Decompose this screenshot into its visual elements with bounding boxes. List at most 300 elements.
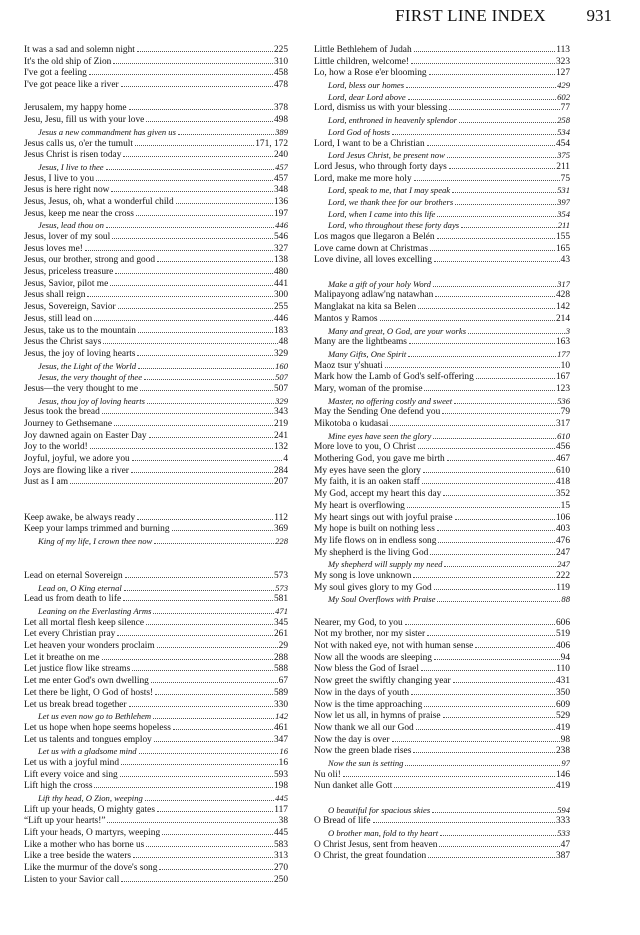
section-gap xyxy=(24,501,288,513)
left-column xyxy=(24,45,288,887)
entry-title: Let us hope when hope seems hopeless xyxy=(24,722,171,733)
entry-title: Lord, we thank thee for our brothers xyxy=(328,196,454,207)
entry-title: Let heaven your wonders proclaim xyxy=(24,641,155,652)
entry-page-number: 313 xyxy=(273,851,288,862)
dot-leader xyxy=(155,694,273,695)
index-entry xyxy=(24,302,288,314)
index-entry xyxy=(24,150,288,162)
index-entry xyxy=(314,174,570,186)
entry-page-number: 106 xyxy=(555,512,570,523)
index-entry xyxy=(24,700,288,712)
entry-title: Jesus the Christ says xyxy=(24,337,102,348)
entry-page-number: 163 xyxy=(555,337,570,348)
entry-page-number: 146 xyxy=(555,769,570,780)
entry-title: Jesus, lead thou on xyxy=(38,220,104,231)
entry-page-number: 519 xyxy=(555,629,570,640)
entry-page-number: 284 xyxy=(273,465,288,476)
dot-leader xyxy=(132,670,273,671)
section-gap xyxy=(314,606,570,618)
entry-page-number: 454 xyxy=(555,138,570,149)
index-entry-alternate xyxy=(314,594,570,606)
entry-page-number: 446 xyxy=(273,313,288,324)
entry-page-number: 183 xyxy=(273,325,288,336)
dot-leader xyxy=(437,530,555,531)
index-entry xyxy=(314,466,570,478)
index-entry-alternate xyxy=(314,758,570,770)
dot-leader xyxy=(106,169,274,170)
entry-title: Lord, when I came into this life xyxy=(328,208,436,219)
index-entry-alternate xyxy=(24,606,288,618)
index-entry xyxy=(24,828,288,840)
entry-title: Lead us from death to life xyxy=(24,594,122,605)
entry-title: Let all mortal flesh keep silence xyxy=(24,617,145,628)
entry-page-number: 419 xyxy=(555,722,570,733)
index-entry xyxy=(314,45,570,57)
entry-title: Like a tree beside the waters xyxy=(24,851,131,862)
entry-page-number: 478 xyxy=(273,80,288,91)
index-entry xyxy=(24,326,288,338)
dot-leader xyxy=(145,800,274,801)
entry-title: Many and great, O God, are your works xyxy=(328,325,467,336)
entry-page-number: 261 xyxy=(273,629,288,640)
entry-title: Love divine, all loves excelling xyxy=(314,255,432,266)
dot-leader xyxy=(409,343,555,344)
dot-leader xyxy=(131,472,273,473)
entry-page-number: 98 xyxy=(560,734,570,745)
entry-page-number: 112 xyxy=(274,512,288,523)
dot-leader xyxy=(447,157,556,158)
dot-leader xyxy=(418,308,555,309)
entry-title: Mark how the Lamb of God's self-offering xyxy=(314,372,474,383)
entry-title: My Soul Overflows with Praise xyxy=(328,594,436,605)
entry-page-number: 317 xyxy=(555,419,570,429)
entry-page-number: 113 xyxy=(556,45,570,55)
index-entry xyxy=(314,454,570,466)
index-entry xyxy=(24,454,288,466)
entry-page-number: 471 xyxy=(275,606,288,616)
index-entry xyxy=(314,68,570,80)
dot-leader xyxy=(418,448,555,449)
dot-leader xyxy=(392,134,556,135)
entry-title: Master, no offering costly and sweet xyxy=(328,395,453,406)
dot-leader xyxy=(153,718,274,719)
dot-leader xyxy=(433,438,556,439)
index-entry xyxy=(314,629,570,641)
entry-title: Lord, dear Lord above xyxy=(328,91,406,102)
dot-leader xyxy=(476,378,555,379)
entry-title: Jesus, the joy of loving hearts xyxy=(24,348,136,359)
index-entry-alternate xyxy=(314,326,570,338)
entry-page-number: 110 xyxy=(556,664,570,675)
dot-leader xyxy=(138,332,273,333)
entry-page-number: 327 xyxy=(273,243,288,254)
entry-page-number: 300 xyxy=(273,290,288,301)
dot-leader xyxy=(136,215,273,216)
index-entry xyxy=(314,711,570,723)
entry-page-number: 480 xyxy=(273,267,288,278)
index-entry xyxy=(24,618,288,630)
dot-leader xyxy=(111,191,273,192)
index-entry xyxy=(24,349,288,361)
index-entry xyxy=(314,372,570,384)
entry-title: More love to you, O Christ xyxy=(314,442,416,453)
dot-leader xyxy=(121,881,273,882)
dot-leader xyxy=(414,180,560,181)
index-entry xyxy=(24,723,288,735)
index-entry xyxy=(24,80,288,92)
entry-page-number: 589 xyxy=(273,687,288,698)
entry-title: Jesus, the very thought of thee xyxy=(38,372,143,383)
entry-page-number: 429 xyxy=(557,80,570,91)
entry-page-number: 270 xyxy=(273,863,288,874)
entry-title: Now let us all, in hymns of praise xyxy=(314,711,441,722)
entry-title: I've got peace like a river xyxy=(24,80,119,91)
index-entry xyxy=(314,501,570,513)
entry-title: Joy dawned again on Easter Day xyxy=(24,430,147,441)
index-entry xyxy=(24,232,288,244)
entry-page-number: 250 xyxy=(273,874,288,885)
entry-title: Leaning on the Everlasting Arms xyxy=(38,606,152,616)
index-entry-alternate xyxy=(24,746,288,758)
entry-page-number: 375 xyxy=(557,150,570,161)
dot-leader xyxy=(435,296,555,297)
dot-leader xyxy=(118,308,273,309)
entry-page-number: 445 xyxy=(275,793,288,803)
entry-page-number: 329 xyxy=(275,395,288,406)
dot-leader xyxy=(110,285,273,286)
entry-title: Mothering God, you gave me birth xyxy=(314,454,445,465)
dot-leader xyxy=(125,577,273,578)
entry-title: May the Sending One defend you xyxy=(314,407,441,418)
entry-title: Now bless the God of Israel xyxy=(314,664,419,675)
entry-title: Let us even now go to Bethlehem xyxy=(38,711,152,722)
dot-leader xyxy=(89,74,273,75)
entry-page-number: 238 xyxy=(555,746,570,757)
entry-title: O Bread of life xyxy=(314,816,371,827)
dot-leader xyxy=(468,333,565,334)
entry-page-number: 288 xyxy=(273,652,288,663)
dot-leader xyxy=(380,320,555,321)
entry-page-number: 593 xyxy=(273,769,288,780)
entry-page-number: 573 xyxy=(273,570,288,581)
entry-page-number: 117 xyxy=(274,804,288,815)
entry-page-number: 16 xyxy=(278,757,288,768)
dot-leader xyxy=(129,706,273,707)
entry-title: Los magos que llegaron a Belén xyxy=(314,232,435,242)
index-entry xyxy=(314,337,570,349)
entry-title: Jesus, the Light of the World xyxy=(38,360,137,371)
entry-page-number: 581 xyxy=(273,594,288,605)
index-entry xyxy=(314,489,570,501)
page-header xyxy=(0,6,612,30)
dot-leader xyxy=(154,741,273,742)
index-entry xyxy=(24,571,288,583)
entry-title: Mary, woman of the promise xyxy=(314,383,423,394)
index-entry-alternate xyxy=(314,805,570,817)
entry-page-number: 207 xyxy=(273,477,288,488)
entry-page-number: 119 xyxy=(556,582,570,593)
dot-leader xyxy=(390,425,554,426)
page-number: 931 xyxy=(586,6,612,25)
index-entry xyxy=(314,548,570,560)
entry-title: Jerusalem, my happy home xyxy=(24,103,127,114)
entry-page-number: 310 xyxy=(273,56,288,67)
entry-page-number: 343 xyxy=(273,407,288,418)
dot-leader xyxy=(106,227,274,228)
dot-leader xyxy=(437,238,555,239)
entry-page-number: 610 xyxy=(557,430,570,441)
entry-title: Many are the lightbeams xyxy=(314,337,407,348)
entry-title: Now all the woods are sleeping xyxy=(314,652,432,663)
dot-leader xyxy=(475,647,555,648)
dot-leader xyxy=(447,460,555,461)
entry-page-number: 403 xyxy=(555,524,570,535)
dot-leader xyxy=(120,776,273,777)
entry-title: Make a gift of your holy Word xyxy=(328,278,431,289)
entry-title: Listen to your Savior call xyxy=(24,874,120,885)
index-entry xyxy=(24,466,288,478)
dot-leader xyxy=(440,835,556,836)
entry-title: Nun danket alle Gott xyxy=(314,781,393,792)
entry-page-number: 75 xyxy=(560,173,570,184)
entry-page-number: 171, 172 xyxy=(255,138,288,149)
entry-title: Mikotoba o kudasai xyxy=(314,419,389,429)
dot-leader xyxy=(140,390,273,391)
entry-title: Jesus, Savior, pilot me xyxy=(24,278,109,289)
entry-title: Lord, enthroned in heavenly splendor xyxy=(328,115,457,126)
entry-page-number: 369 xyxy=(273,524,288,535)
index-entry-alternate xyxy=(314,349,570,361)
entry-page-number: 588 xyxy=(273,664,288,675)
entry-title: Like the murmur of the dove's song xyxy=(24,863,158,874)
dot-leader xyxy=(453,682,555,683)
entry-title: Lord, who throughout these forty days xyxy=(328,220,460,231)
index-entry xyxy=(24,45,288,57)
dot-leader xyxy=(433,286,556,287)
entry-page-number: 4 xyxy=(283,454,288,465)
dot-leader xyxy=(162,834,273,835)
index-entry-alternate xyxy=(314,431,570,443)
index-entry xyxy=(314,746,570,758)
index-entry xyxy=(314,536,570,548)
dot-leader xyxy=(133,857,273,858)
dot-leader xyxy=(343,776,555,777)
entry-page-number: 498 xyxy=(273,115,288,126)
index-entry xyxy=(24,279,288,291)
entry-page-number: 88 xyxy=(561,594,570,605)
entry-page-number: 457 xyxy=(275,161,288,172)
dot-leader xyxy=(411,694,555,695)
entry-page-number: 255 xyxy=(273,302,288,313)
entry-title: O Christ, the great foundation xyxy=(314,851,427,862)
entry-title: Lo, how a Rose e'er blooming xyxy=(314,68,427,79)
entry-page-number: 225 xyxy=(273,45,288,55)
entry-title: Lift high the cross xyxy=(24,781,93,792)
dot-leader xyxy=(151,682,278,683)
dot-leader xyxy=(454,403,556,404)
index-entry xyxy=(24,524,288,536)
index-entry xyxy=(314,676,570,688)
entry-page-number: 127 xyxy=(555,68,570,79)
index-entry-alternate xyxy=(314,220,570,232)
entry-page-number: 43 xyxy=(560,255,570,266)
index-entry xyxy=(314,816,570,828)
entry-title: Let justice flow like streams xyxy=(24,664,131,675)
index-entry xyxy=(314,103,570,115)
dot-leader xyxy=(117,635,273,636)
entry-title: It's the old ship of Zion xyxy=(24,56,112,67)
entry-title: Let there be light, O God of hosts! xyxy=(24,687,154,698)
dot-leader xyxy=(421,670,555,671)
entry-title: Jesus, our brother, strong and good xyxy=(24,255,156,266)
entry-title: Lord, speak to me, that I may speak xyxy=(328,185,451,196)
entry-title: My hope is built on nothing less xyxy=(314,524,435,535)
index-entry xyxy=(314,524,570,536)
entry-title: Jesus is here right now xyxy=(24,185,110,196)
index-entry xyxy=(24,805,288,817)
dot-leader xyxy=(121,764,278,765)
entry-title: My heart is overflowing xyxy=(314,500,405,511)
index-entry xyxy=(24,337,288,349)
entry-title: Jesus, lover of my soul xyxy=(24,232,111,242)
index-entry xyxy=(24,290,288,302)
entry-page-number: 38 xyxy=(278,816,288,827)
entry-page-number: 317 xyxy=(557,278,570,289)
index-entry xyxy=(314,653,570,665)
entry-title: King of my life, I crown thee now xyxy=(38,535,153,546)
entry-title: Jesus, I live to you xyxy=(24,173,95,184)
entry-page-number: 211 xyxy=(556,161,570,172)
index-entry-alternate xyxy=(24,536,288,548)
section-gap xyxy=(24,559,288,571)
index-entry-alternate xyxy=(24,583,288,595)
entry-page-number: 77 xyxy=(560,103,570,114)
dot-leader xyxy=(434,261,560,262)
dot-leader xyxy=(146,624,273,625)
entry-page-number: 418 xyxy=(555,477,570,488)
entry-title: Lord God of hosts xyxy=(328,126,390,137)
entry-page-number: 534 xyxy=(557,126,570,137)
entry-page-number: 348 xyxy=(273,185,288,196)
entry-title: Jesus—the very thought to me xyxy=(24,383,139,394)
entry-page-number: 136 xyxy=(273,196,288,207)
entry-title: Mine eyes have seen the glory xyxy=(328,430,432,441)
dot-leader xyxy=(430,554,555,555)
entry-title: My God, accept my heart this day xyxy=(314,489,442,500)
dot-leader xyxy=(392,741,560,742)
entry-title: Lord, I want to be a Christian xyxy=(314,138,425,149)
entry-title: Nearer, my God, to you xyxy=(314,617,403,628)
entry-page-number: 441 xyxy=(273,278,288,289)
dot-leader xyxy=(429,74,555,75)
dot-leader xyxy=(138,368,274,369)
section-gap xyxy=(24,489,288,501)
entry-page-number: 467 xyxy=(555,454,570,465)
entry-title: Like a mother who has borne us xyxy=(24,839,145,850)
entry-title: Lead on, O King eternal xyxy=(38,582,122,593)
entry-title: O Christ Jesus, sent from heaven xyxy=(314,839,438,850)
index-entry xyxy=(24,431,288,443)
index-entry xyxy=(24,641,288,653)
index-entry-alternate xyxy=(314,209,570,221)
index-entry xyxy=(314,232,570,244)
entry-page-number: 138 xyxy=(273,255,288,266)
entry-title: Jesus, still lead on xyxy=(24,313,93,324)
index-entry xyxy=(24,594,288,606)
dot-leader xyxy=(427,635,555,636)
index-entry xyxy=(24,840,288,852)
dot-leader xyxy=(411,63,555,64)
dot-leader xyxy=(144,379,274,380)
index-entry-alternate xyxy=(24,711,288,723)
index-entry xyxy=(24,513,288,525)
entry-title: Now in the days of youth xyxy=(314,687,410,698)
entry-title: Lift up your heads, O mighty gates xyxy=(24,804,155,815)
dot-leader xyxy=(103,343,277,344)
entry-title: My song is love unknown xyxy=(314,570,412,581)
dot-leader xyxy=(159,869,273,870)
entry-title: Jesus loves me! xyxy=(24,243,83,254)
dot-leader xyxy=(439,846,559,847)
entry-title: Nu oli! xyxy=(314,769,341,780)
entry-title: Maoz tsur y'shuati xyxy=(314,360,383,371)
entry-page-number: 445 xyxy=(273,828,288,839)
entry-page-number: 507 xyxy=(273,383,288,394)
index-entry xyxy=(314,477,570,489)
index-entry xyxy=(314,700,570,712)
dot-leader xyxy=(437,601,560,602)
dot-leader xyxy=(87,296,272,297)
dot-leader xyxy=(442,413,559,414)
dot-leader xyxy=(434,589,556,590)
index-entry-alternate xyxy=(314,92,570,104)
entry-title: I've got a feeling xyxy=(24,68,87,79)
index-entry xyxy=(314,244,570,256)
dot-leader xyxy=(153,613,274,614)
entry-title: Lord, bless our homes xyxy=(328,80,405,91)
dot-leader xyxy=(443,495,555,496)
dot-leader xyxy=(137,519,273,520)
dot-leader xyxy=(461,227,557,228)
index-entry xyxy=(24,758,288,770)
entry-page-number: 389 xyxy=(275,126,288,137)
index-entry xyxy=(314,139,570,151)
entry-title: My shepherd is the living God xyxy=(314,547,429,558)
dot-leader xyxy=(413,752,555,753)
entry-title: O beautiful for spacious skies xyxy=(328,804,431,815)
dot-leader xyxy=(173,729,273,730)
index-entry xyxy=(314,618,570,630)
entry-title: My eyes have seen the glory xyxy=(314,465,421,476)
dot-leader xyxy=(428,857,555,858)
dot-leader xyxy=(149,437,273,438)
index-entry-alternate xyxy=(314,279,570,291)
entry-title: Jesus, keep me near the cross xyxy=(24,208,134,219)
dot-leader xyxy=(394,787,555,788)
entry-page-number: 198 xyxy=(273,781,288,792)
dot-leader xyxy=(172,530,273,531)
dot-leader xyxy=(422,483,555,484)
entry-title: Manglakat na kita sa Belen xyxy=(314,302,417,313)
entry-page-number: 155 xyxy=(555,232,570,242)
entry-page-number: 219 xyxy=(273,419,288,429)
dot-leader xyxy=(154,543,274,544)
entry-title: Now the green blade rises xyxy=(314,746,412,757)
index-entry xyxy=(314,314,570,326)
entry-title: My heart sings out with joyful praise xyxy=(314,512,453,523)
entry-title: Joyful, joyful, we adore you xyxy=(24,454,130,465)
dot-leader xyxy=(437,216,556,217)
